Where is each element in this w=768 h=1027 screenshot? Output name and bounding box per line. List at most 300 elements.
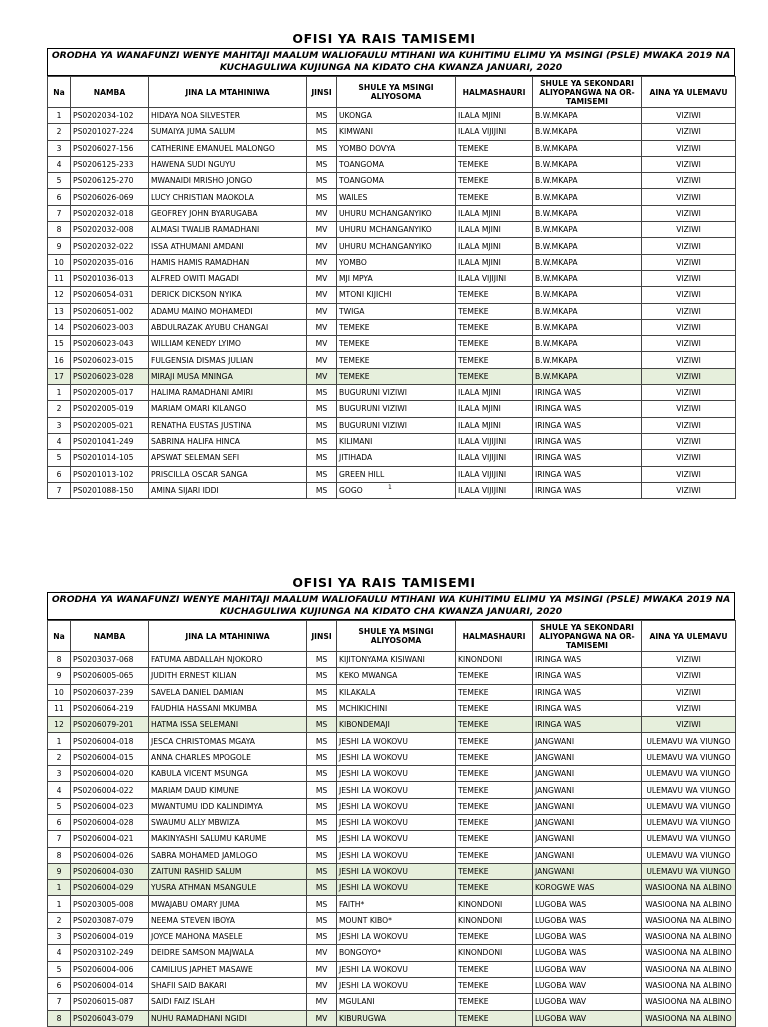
row-number: 3 [48, 417, 71, 433]
candidate-number: PS0206004-021 [71, 831, 149, 847]
table-row [48, 977, 736, 993]
secondary-school: B.W.MKAPA [533, 238, 642, 254]
sheet-subtitle: ORODHA YA WANAFUNZI WENYE MAHITAJI MAALUM WALIOFAULU MTIHANI WA KUHITIMU ELIMU YA MSINGI (PSLE) MWAKA 2019 NA KUCHAGULIWA KUJIUNGA NA KIDATO CHA KWANZA JANUARI, 2020 [51, 50, 731, 73]
candidate-name: ADAMU MAINO MOHAMEDI [149, 303, 307, 319]
candidate-number: PS0201014-105 [71, 450, 149, 466]
primary-school: JESHI LA WOKOVU [337, 782, 456, 798]
gender: MS [307, 847, 337, 863]
council: TEMEKE [456, 831, 533, 847]
candidate-name: ALMASI TWALIB RAMADHANI [149, 222, 307, 238]
disability-type: VIZIWI [642, 140, 736, 156]
primary-school: JESHI LA WOKOVU [337, 831, 456, 847]
disability-type: VIZIWI [642, 205, 736, 221]
candidate-number: PS0202005-017 [71, 385, 149, 401]
table-row [48, 466, 736, 482]
table-row [48, 385, 736, 401]
table-row [48, 140, 736, 156]
disability-type: VIZIWI [642, 108, 736, 124]
disability-type: VIZIWI [642, 717, 736, 733]
primary-school: TWIGA [337, 303, 456, 319]
row-number: 5 [48, 450, 71, 466]
primary-school: KIJITONYAMA KISIWANI [337, 652, 456, 668]
primary-school: UHURU MCHANGANYIKO [337, 238, 456, 254]
secondary-school: IRINGA WAS [533, 668, 642, 684]
candidate-number: PS0206004-029 [71, 880, 149, 896]
secondary-school: JANGWANI [533, 831, 642, 847]
disability-type: VIZIWI [642, 417, 736, 433]
secondary-school: IRINGA WAS [533, 700, 642, 716]
secondary-school: JANGWANI [533, 749, 642, 765]
gender: MV [307, 254, 337, 270]
gender: MS [307, 668, 337, 684]
primary-school: UKONGA [337, 108, 456, 124]
column-header: SHULE YA SEKONDARI ALIYOPANGWA NA OR-TAMISEMI [533, 77, 642, 108]
candidate-number: PS0206027-156 [71, 140, 149, 156]
gender: MS [307, 450, 337, 466]
candidate-name: FATUMA ABDALLAH NJOKORO [149, 652, 307, 668]
row-number: 9 [48, 668, 71, 684]
candidate-name: HALIMA RAMADHANI AMIRI [149, 385, 307, 401]
primary-school: BONGOYO* [337, 945, 456, 961]
candidate-name: SABRA MOHAMED JAMLOGO [149, 847, 307, 863]
disability-type: WASIOONA NA ALBINO [642, 896, 736, 912]
table-row [48, 205, 736, 221]
row-number: 2 [48, 912, 71, 928]
candidate-number: PS0206004-018 [71, 733, 149, 749]
gender: MS [307, 863, 337, 879]
table-header-row [48, 621, 736, 652]
table-row [48, 124, 736, 140]
primary-school: KILAKALA [337, 684, 456, 700]
council: ILALA VIJIJINI [456, 433, 533, 449]
council: TEMEKE [456, 977, 533, 993]
gender: MS [307, 929, 337, 945]
disability-type: VIZIWI [642, 385, 736, 401]
row-number: 14 [48, 319, 71, 335]
row-number: 4 [48, 156, 71, 172]
candidate-name: MWANTUMU IDD KALINDIMYA [149, 798, 307, 814]
candidate-name: JUDITH ERNEST KILIAN [149, 668, 307, 684]
table-row [48, 189, 736, 205]
secondary-school: B.W.MKAPA [533, 270, 642, 286]
table-row [48, 684, 736, 700]
gender: MV [307, 205, 337, 221]
column-header: SHULE YA SEKONDARI ALIYOPANGWA NA OR-TAMISEMI [533, 621, 642, 652]
disability-type: WASIOONA NA ALBINO [642, 929, 736, 945]
primary-school: JESHI LA WOKOVU [337, 961, 456, 977]
disability-type: VIZIWI [642, 222, 736, 238]
secondary-school: LUGOBA WAS [533, 912, 642, 928]
table-row [48, 749, 736, 765]
secondary-school: IRINGA WAS [533, 652, 642, 668]
secondary-school: KOROGWE WAS [533, 880, 642, 896]
secondary-school: B.W.MKAPA [533, 205, 642, 221]
council: KINONDONI [456, 652, 533, 668]
row-number: 7 [48, 831, 71, 847]
council: TEMEKE [456, 929, 533, 945]
primary-school: JESHI LA WOKOVU [337, 847, 456, 863]
gender: MS [307, 798, 337, 814]
primary-school: KIMWANI [337, 124, 456, 140]
secondary-school: B.W.MKAPA [533, 156, 642, 172]
council: ILALA MJINI [456, 222, 533, 238]
row-number: 6 [48, 977, 71, 993]
candidate-number: PS0206023-043 [71, 336, 149, 352]
candidate-name: SAIDI FAIZ ISLAH [149, 994, 307, 1010]
table-header-row [48, 77, 736, 108]
council: ILALA MJINI [456, 238, 533, 254]
secondary-school: IRINGA WAS [533, 450, 642, 466]
candidate-number: PS0203102-249 [71, 945, 149, 961]
candidate-number: PS0206125-270 [71, 173, 149, 189]
secondary-school: IRINGA WAS [533, 385, 642, 401]
council: TEMEKE [456, 717, 533, 733]
column-header: Na [48, 621, 71, 652]
secondary-school: B.W.MKAPA [533, 254, 642, 270]
candidate-number: PS0206043-079 [71, 1010, 149, 1026]
disability-type: VIZIWI [642, 652, 736, 668]
secondary-school: B.W.MKAPA [533, 140, 642, 156]
table-row [48, 652, 736, 668]
candidate-number: PS0202035-016 [71, 254, 149, 270]
disability-type: ULEMAVU WA VIUNGO [642, 814, 736, 830]
gender: MV [307, 961, 337, 977]
table-row [48, 336, 736, 352]
gender: MS [307, 717, 337, 733]
candidate-name: RENATHA EUSTAS JUSTINA [149, 417, 307, 433]
disability-type: WASIOONA NA ALBINO [642, 994, 736, 1010]
table-row [48, 831, 736, 847]
council: TEMEKE [456, 994, 533, 1010]
row-number: 7 [48, 205, 71, 221]
column-header: NAMBA [71, 77, 149, 108]
row-number: 2 [48, 749, 71, 765]
candidate-name: APSWAT SELEMAN SEFI [149, 450, 307, 466]
secondary-school: LUGOBA WAS [533, 945, 642, 961]
secondary-school: IRINGA WAS [533, 482, 642, 498]
table-row [48, 401, 736, 417]
column-header: SHULE YA MSINGI ALIYOSOMA [337, 621, 456, 652]
gender: MS [307, 652, 337, 668]
gender: MV [307, 270, 337, 286]
secondary-school: IRINGA WAS [533, 466, 642, 482]
candidate-number: PS0206004-028 [71, 814, 149, 830]
row-number: 11 [48, 270, 71, 286]
row-number: 6 [48, 466, 71, 482]
candidate-name: NUHU RAMADHANI NGIDI [149, 1010, 307, 1026]
gender: MS [307, 189, 337, 205]
gender: MS [307, 466, 337, 482]
gender: MS [307, 733, 337, 749]
council: ILALA VIJIJINI [456, 270, 533, 286]
council: ILALA MJINI [456, 254, 533, 270]
table-row [48, 287, 736, 303]
candidate-number: PS0203037-068 [71, 652, 149, 668]
council: ILALA MJINI [456, 417, 533, 433]
students-table [47, 76, 736, 499]
candidate-number: PS0206023-015 [71, 352, 149, 368]
table-row [48, 961, 736, 977]
row-number: 4 [48, 782, 71, 798]
secondary-school: JANGWANI [533, 863, 642, 879]
candidate-number: PS0202032-008 [71, 222, 149, 238]
disability-type: ULEMAVU WA VIUNGO [642, 733, 736, 749]
row-number: 12 [48, 287, 71, 303]
primary-school: KIBURUGWA [337, 1010, 456, 1026]
primary-school: KILIMANI [337, 433, 456, 449]
sheet-title: OFISI YA RAIS TAMISEMI [292, 575, 476, 590]
disability-type: VIZIWI [642, 156, 736, 172]
candidate-number: PS0206004-023 [71, 798, 149, 814]
council: TEMEKE [456, 140, 533, 156]
table-row [48, 668, 736, 684]
row-number: 4 [48, 433, 71, 449]
council: KINONDONI [456, 896, 533, 912]
council: TEMEKE [456, 863, 533, 879]
secondary-school: JANGWANI [533, 798, 642, 814]
table-row [48, 717, 736, 733]
primary-school: BUGURUNI VIZIWI [337, 401, 456, 417]
candidate-number: PS0206005-065 [71, 668, 149, 684]
gender: MV [307, 352, 337, 368]
secondary-school: LUGOBA WAV [533, 977, 642, 993]
column-header: SHULE YA MSINGI ALIYOSOMA [337, 77, 456, 108]
row-number: 2 [48, 124, 71, 140]
disability-type: VIZIWI [642, 189, 736, 205]
secondary-school: B.W.MKAPA [533, 124, 642, 140]
primary-school: JESHI LA WOKOVU [337, 766, 456, 782]
candidate-number: PS0206023-028 [71, 368, 149, 384]
council: TEMEKE [456, 156, 533, 172]
column-header: HALMASHAURI [456, 77, 533, 108]
table-row [48, 173, 736, 189]
primary-school: TEMEKE [337, 368, 456, 384]
primary-school: MCHIKICHINI [337, 700, 456, 716]
candidate-number: PS0201088-150 [71, 482, 149, 498]
table-row [48, 733, 736, 749]
primary-school: JESHI LA WOKOVU [337, 863, 456, 879]
candidate-number: PS0202005-021 [71, 417, 149, 433]
candidate-name: DERICK DICKSON NYIKA [149, 287, 307, 303]
secondary-school: LUGOBA WAS [533, 896, 642, 912]
row-number: 5 [48, 961, 71, 977]
column-header: Na [48, 77, 71, 108]
candidate-name: JOYCE MAHONA MASELE [149, 929, 307, 945]
secondary-school: JANGWANI [533, 782, 642, 798]
gender: MS [307, 108, 337, 124]
gender: MS [307, 749, 337, 765]
column-header: JINA LA MTAHINIWA [149, 77, 307, 108]
candidate-number: PS0206004-019 [71, 929, 149, 945]
council: TEMEKE [456, 766, 533, 782]
primary-school: YOMBO DOVYA [337, 140, 456, 156]
candidate-name: KABULA VICENT MSUNGA [149, 766, 307, 782]
secondary-school: JANGWANI [533, 814, 642, 830]
council: TEMEKE [456, 782, 533, 798]
secondary-school: B.W.MKAPA [533, 108, 642, 124]
council: TEMEKE [456, 798, 533, 814]
disability-type: ULEMAVU WA VIUNGO [642, 847, 736, 863]
candidate-name: SABRINA HALIFA HINCA [149, 433, 307, 449]
column-header: AINA YA ULEMAVU [642, 77, 736, 108]
primary-school: TEMEKE [337, 336, 456, 352]
candidate-number: PS0203087-079 [71, 912, 149, 928]
secondary-school: B.W.MKAPA [533, 352, 642, 368]
table-row [48, 270, 736, 286]
council: TEMEKE [456, 287, 533, 303]
column-header: NAMBA [71, 621, 149, 652]
row-number: 1 [48, 896, 71, 912]
gender: MS [307, 482, 337, 498]
row-number: 5 [48, 798, 71, 814]
list-header-box [47, 592, 735, 620]
gender: MS [307, 896, 337, 912]
secondary-school: LUGOBA WAS [533, 929, 642, 945]
row-number: 10 [48, 684, 71, 700]
row-number: 3 [48, 929, 71, 945]
candidate-name: CAMILIUS JAPHET MASAWE [149, 961, 307, 977]
candidate-name: DEIDRE SAMSON MAJWALA [149, 945, 307, 961]
secondary-school: IRINGA WAS [533, 433, 642, 449]
table-row [48, 319, 736, 335]
row-number: 1 [48, 880, 71, 896]
disability-type: VIZIWI [642, 238, 736, 254]
primary-school: BUGURUNI VIZIWI [337, 417, 456, 433]
disability-type: VIZIWI [642, 433, 736, 449]
council: TEMEKE [456, 336, 533, 352]
row-number: 17 [48, 368, 71, 384]
disability-type: WASIOONA NA ALBINO [642, 880, 736, 896]
candidate-number: PS0202005-019 [71, 401, 149, 417]
secondary-school: B.W.MKAPA [533, 222, 642, 238]
row-number: 1 [48, 108, 71, 124]
gender: MV [307, 222, 337, 238]
candidate-name: ALFRED OWITI MAGADI [149, 270, 307, 286]
sheet-title: OFISI YA RAIS TAMISEMI [292, 31, 476, 46]
candidate-name: MAKINYASHI SALUMU KARUME [149, 831, 307, 847]
table-row [48, 368, 736, 384]
disability-type: VIZIWI [642, 700, 736, 716]
primary-school: JESHI LA WOKOVU [337, 798, 456, 814]
gender: MS [307, 880, 337, 896]
gender: MS [307, 173, 337, 189]
candidate-number: PS0206004-014 [71, 977, 149, 993]
candidate-name: SAVELA DANIEL DAMIAN [149, 684, 307, 700]
primary-school: MOUNT KIBO* [337, 912, 456, 928]
disability-type: ULEMAVU WA VIUNGO [642, 749, 736, 765]
candidate-number: PS0206064-219 [71, 700, 149, 716]
row-number: 7 [48, 482, 71, 498]
disability-type: VIZIWI [642, 270, 736, 286]
secondary-school: IRINGA WAS [533, 717, 642, 733]
secondary-school: IRINGA WAS [533, 401, 642, 417]
disability-type: VIZIWI [642, 124, 736, 140]
primary-school: JESHI LA WOKOVU [337, 929, 456, 945]
row-number: 9 [48, 863, 71, 879]
council: ILALA VIJIJINI [456, 124, 533, 140]
disability-type: VIZIWI [642, 303, 736, 319]
gender: MV [307, 977, 337, 993]
gender: MS [307, 433, 337, 449]
primary-school: KEKO MWANGA [337, 668, 456, 684]
candidate-number: PS0206051-002 [71, 303, 149, 319]
column-header: HALMASHAURI [456, 621, 533, 652]
table-row [48, 108, 736, 124]
list-header-box [47, 48, 735, 76]
sheet-1 [0, 30, 768, 499]
disability-type: VIZIWI [642, 401, 736, 417]
gender: MS [307, 684, 337, 700]
candidate-name: FULGENSIA DISMAS JULIAN [149, 352, 307, 368]
table-row [48, 222, 736, 238]
disability-type: WASIOONA NA ALBINO [642, 977, 736, 993]
disability-type: ULEMAVU WA VIUNGO [642, 782, 736, 798]
secondary-school: B.W.MKAPA [533, 189, 642, 205]
candidate-number: PS0206023-003 [71, 319, 149, 335]
candidate-name: HAMIS HAMIS RAMADHAN [149, 254, 307, 270]
table-row [48, 847, 736, 863]
secondary-school: LUGOBA WAV [533, 1010, 642, 1026]
candidate-number: PS0206004-026 [71, 847, 149, 863]
gender: MS [307, 912, 337, 928]
disability-type: WASIOONA NA ALBINO [642, 912, 736, 928]
disability-type: VIZIWI [642, 450, 736, 466]
row-number: 6 [48, 189, 71, 205]
table-row [48, 352, 736, 368]
council: TEMEKE [456, 880, 533, 896]
row-number: 5 [48, 173, 71, 189]
row-number: 3 [48, 766, 71, 782]
candidate-number: PS0202034-102 [71, 108, 149, 124]
secondary-school: JANGWANI [533, 733, 642, 749]
council: ILALA MJINI [456, 205, 533, 221]
council: TEMEKE [456, 814, 533, 830]
council: TEMEKE [456, 319, 533, 335]
candidate-number: PS0206004-020 [71, 766, 149, 782]
table-row [48, 814, 736, 830]
council: TEMEKE [456, 368, 533, 384]
council: TEMEKE [456, 684, 533, 700]
row-number: 10 [48, 254, 71, 270]
gender: MS [307, 156, 337, 172]
row-number: 2 [48, 401, 71, 417]
primary-school: FAITH* [337, 896, 456, 912]
council: ILALA VIJIJINI [456, 450, 533, 466]
row-number: 11 [48, 700, 71, 716]
candidate-name: MWANAIDI MRISHO JONGO [149, 173, 307, 189]
row-number: 7 [48, 994, 71, 1010]
primary-school: KIBONDEMAJI [337, 717, 456, 733]
candidate-number: PS0203005-008 [71, 896, 149, 912]
candidate-number: PS0206004-006 [71, 961, 149, 977]
table-row [48, 945, 736, 961]
gender: MV [307, 994, 337, 1010]
primary-school: JESHI LA WOKOVU [337, 977, 456, 993]
primary-school: TEMEKE [337, 352, 456, 368]
council: TEMEKE [456, 668, 533, 684]
candidate-name: HATMA ISSA SELEMANI [149, 717, 307, 733]
disability-type: WASIOONA NA ALBINO [642, 945, 736, 961]
candidate-name: ISSA ATHUMANI AMDANI [149, 238, 307, 254]
disability-type: VIZIWI [642, 287, 736, 303]
disability-type: ULEMAVU WA VIUNGO [642, 798, 736, 814]
candidate-name: GEOFREY JOHN BYARUGABA [149, 205, 307, 221]
disability-type: ULEMAVU WA VIUNGO [642, 863, 736, 879]
council: TEMEKE [456, 847, 533, 863]
primary-school: TOANGOMA [337, 173, 456, 189]
candidate-name: HIDAYA NOA SILVESTER [149, 108, 307, 124]
secondary-school: IRINGA WAS [533, 684, 642, 700]
